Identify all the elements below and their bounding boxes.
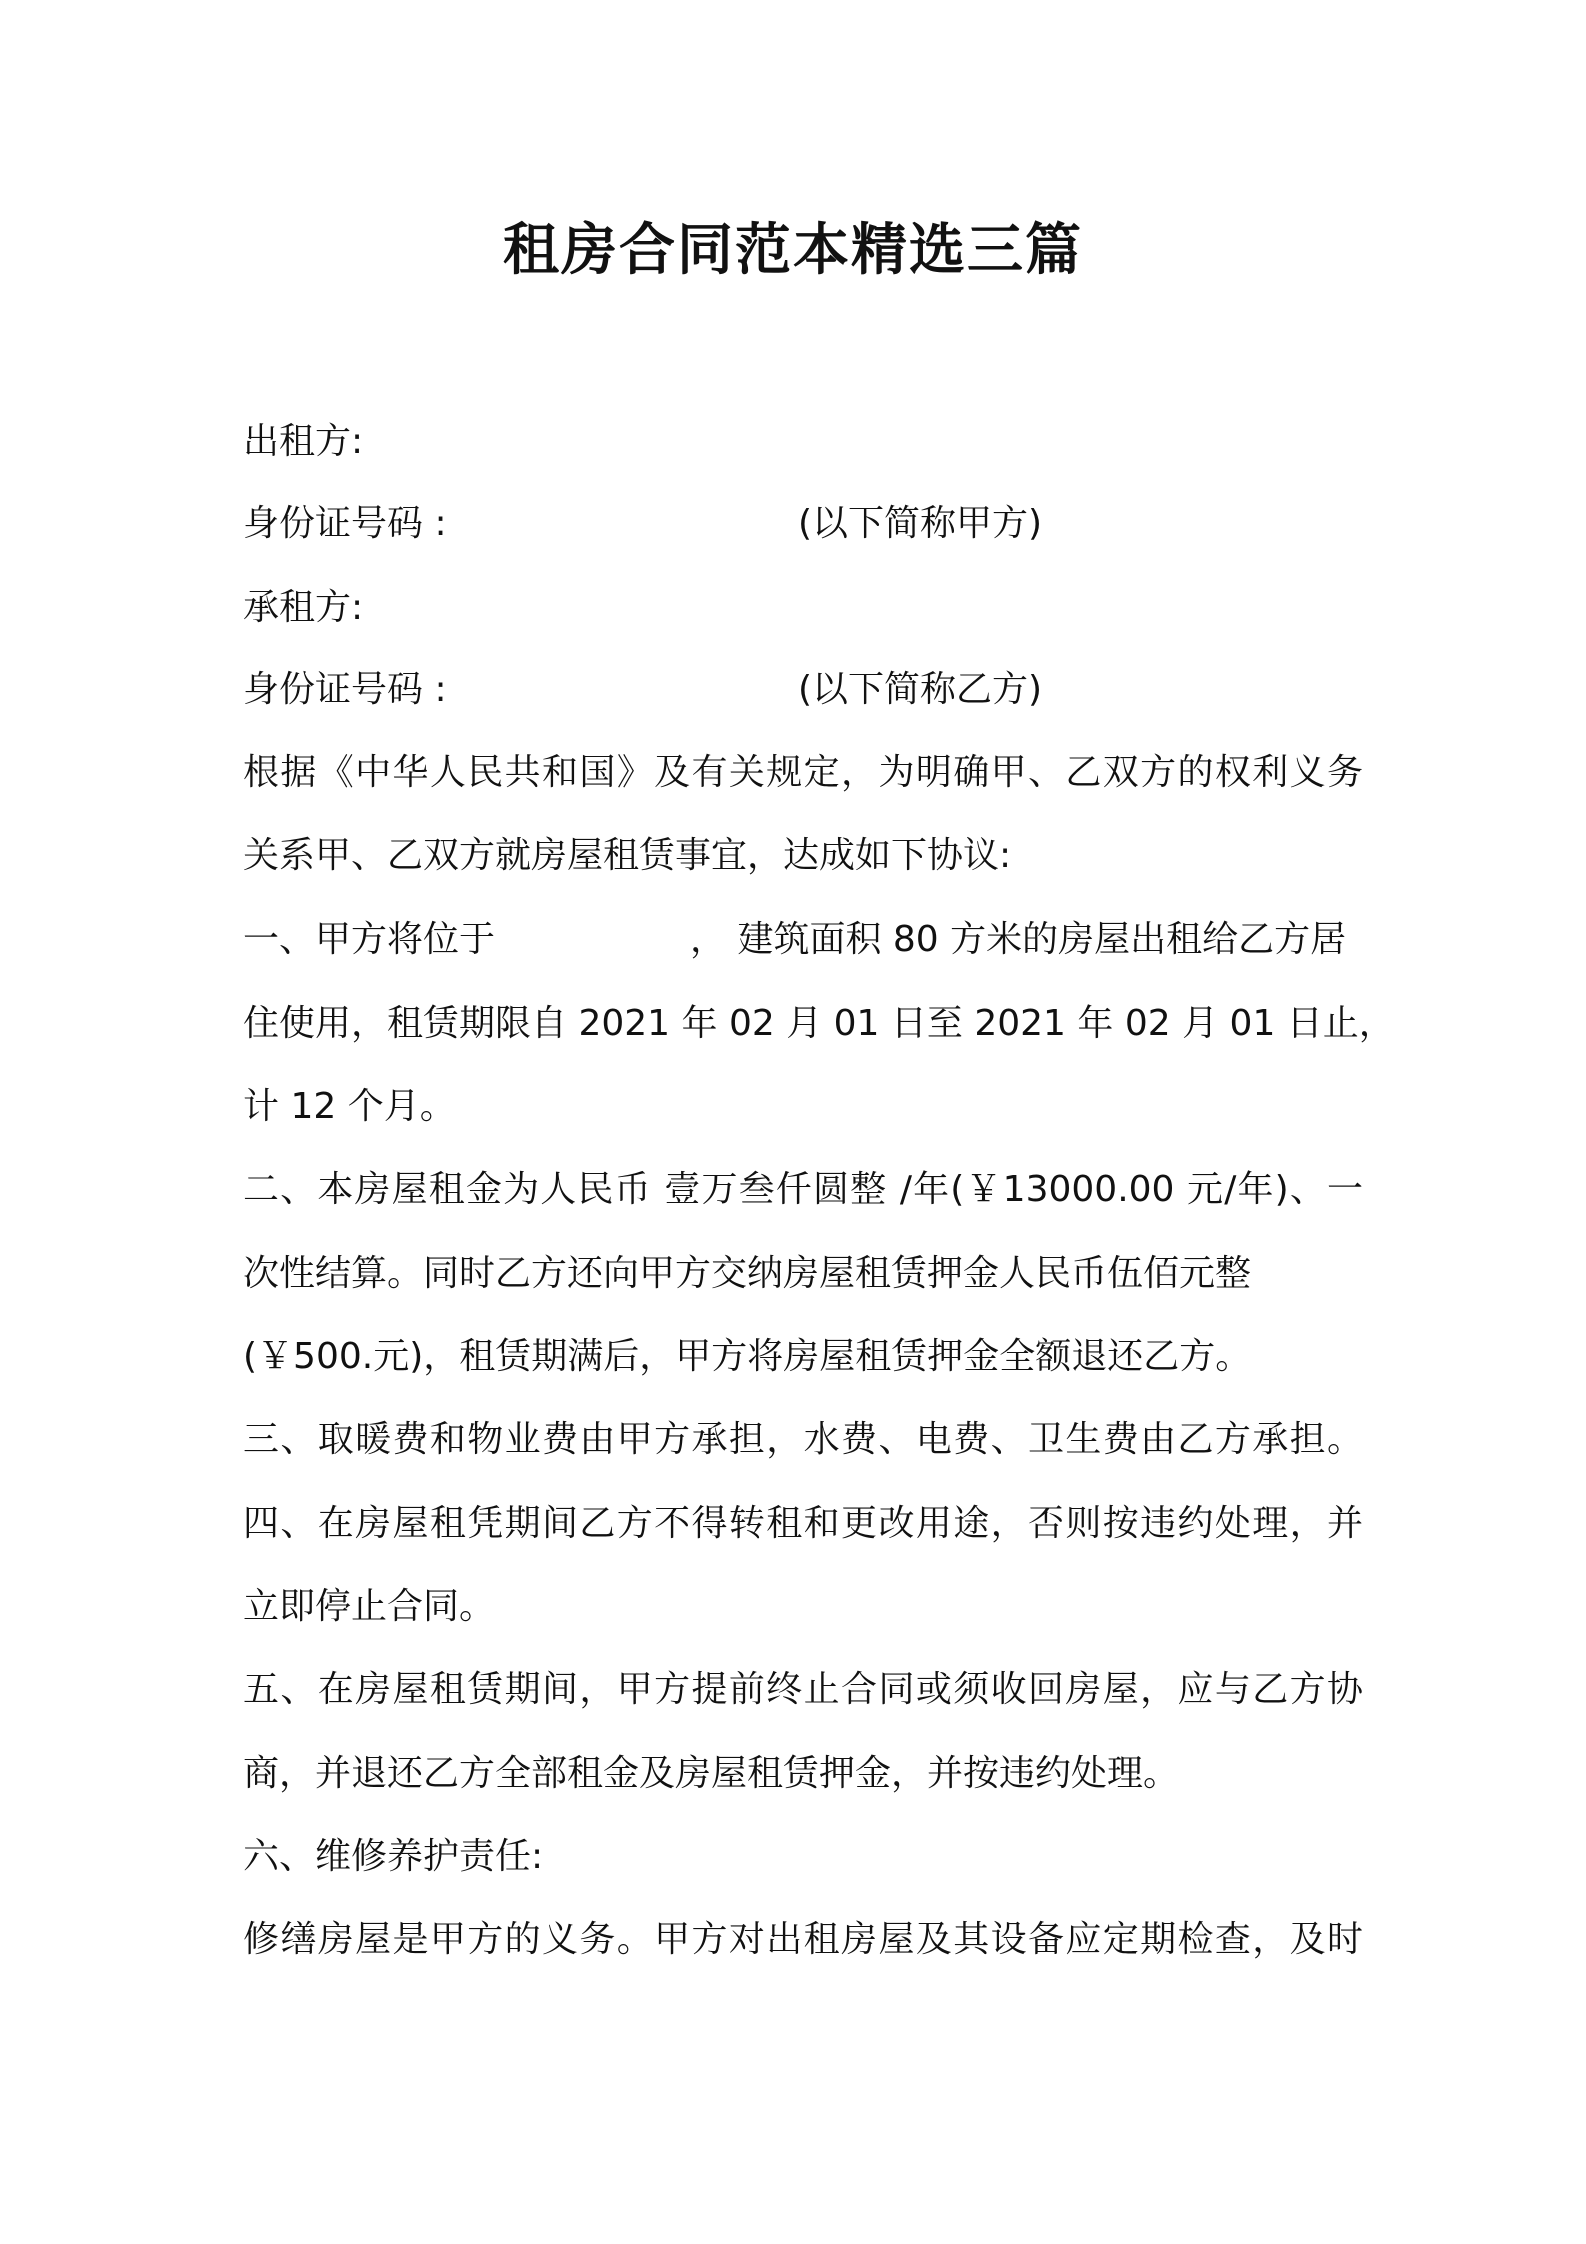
lessee-id-note: (以下简称乙方) bbox=[798, 669, 1043, 710]
paragraph-line: 三、取暖费和物业费由甲方承担，水费、电费、卫生费由乙方承担。 bbox=[243, 1419, 1363, 1460]
lessee-label: 承租方: bbox=[243, 587, 364, 628]
paragraph-line: 次性结算。同时乙方还向甲方交纳房屋租赁押金人民币伍佰元整 bbox=[243, 1253, 1252, 1294]
paragraph-line: 四、在房屋租凭期间乙方不得转租和更改用途，否则按违约处理，并 bbox=[243, 1503, 1363, 1544]
paragraph-line: 六、维修养护责任: bbox=[243, 1836, 544, 1877]
paragraph-line: 商，并退还乙方全部租金及房屋租赁押金，并按违约处理。 bbox=[243, 1753, 1180, 1794]
paragraph-line: 计 12 个月。 bbox=[243, 1086, 456, 1127]
lessor-id-line bbox=[243, 500, 1363, 548]
paragraph-line: (￥500.元)，租赁期满后，甲方将房屋租赁押金全额退还乙方。 bbox=[243, 1336, 1252, 1377]
lessee-id-line bbox=[243, 666, 1363, 714]
clause-1-start: 一、甲方将位于 bbox=[243, 919, 496, 960]
lessee-id-label: 身份证号码 : bbox=[243, 669, 447, 710]
clause-1-line bbox=[243, 916, 1363, 964]
document-title: 租房合同范本精选三篇 bbox=[503, 218, 1083, 283]
paragraph-line: 立即停止合同。 bbox=[243, 1586, 496, 1627]
paragraph-line: 修缮房屋是甲方的义务。甲方对出租房屋及其设备应定期检查，及时 bbox=[243, 1919, 1363, 1960]
clause-1-rest: ， 建筑面积 80 方米的房屋出租给乙方居 bbox=[690, 919, 1347, 960]
lessor-id-label: 身份证号码 : bbox=[243, 503, 447, 544]
paragraph-line: 根据《中华人民共和国》及有关规定，为明确甲、乙双方的权利义务 bbox=[243, 752, 1363, 793]
paragraph-line: 关系甲、乙双方就房屋租赁事宜，达成如下协议: bbox=[243, 835, 1012, 876]
paragraph-line: 五、在房屋租赁期间，甲方提前终止合同或须收回房屋，应与乙方协 bbox=[243, 1669, 1363, 1710]
lessor-line bbox=[243, 418, 1363, 466]
paragraph-line: 二、本房屋租金为人民币 壹万叁仟圆整 /年(￥13000.00 元/年)、一 bbox=[243, 1169, 1363, 1210]
lessor-id-note: (以下简称甲方) bbox=[798, 503, 1043, 544]
paragraph-line: 住使用，租赁期限自 2021 年 02 月 01 日至 2021 年 02 月 01 日止， bbox=[243, 1003, 1395, 1044]
lessee-line bbox=[243, 584, 1363, 632]
lessor-label: 出租方: bbox=[243, 421, 364, 462]
